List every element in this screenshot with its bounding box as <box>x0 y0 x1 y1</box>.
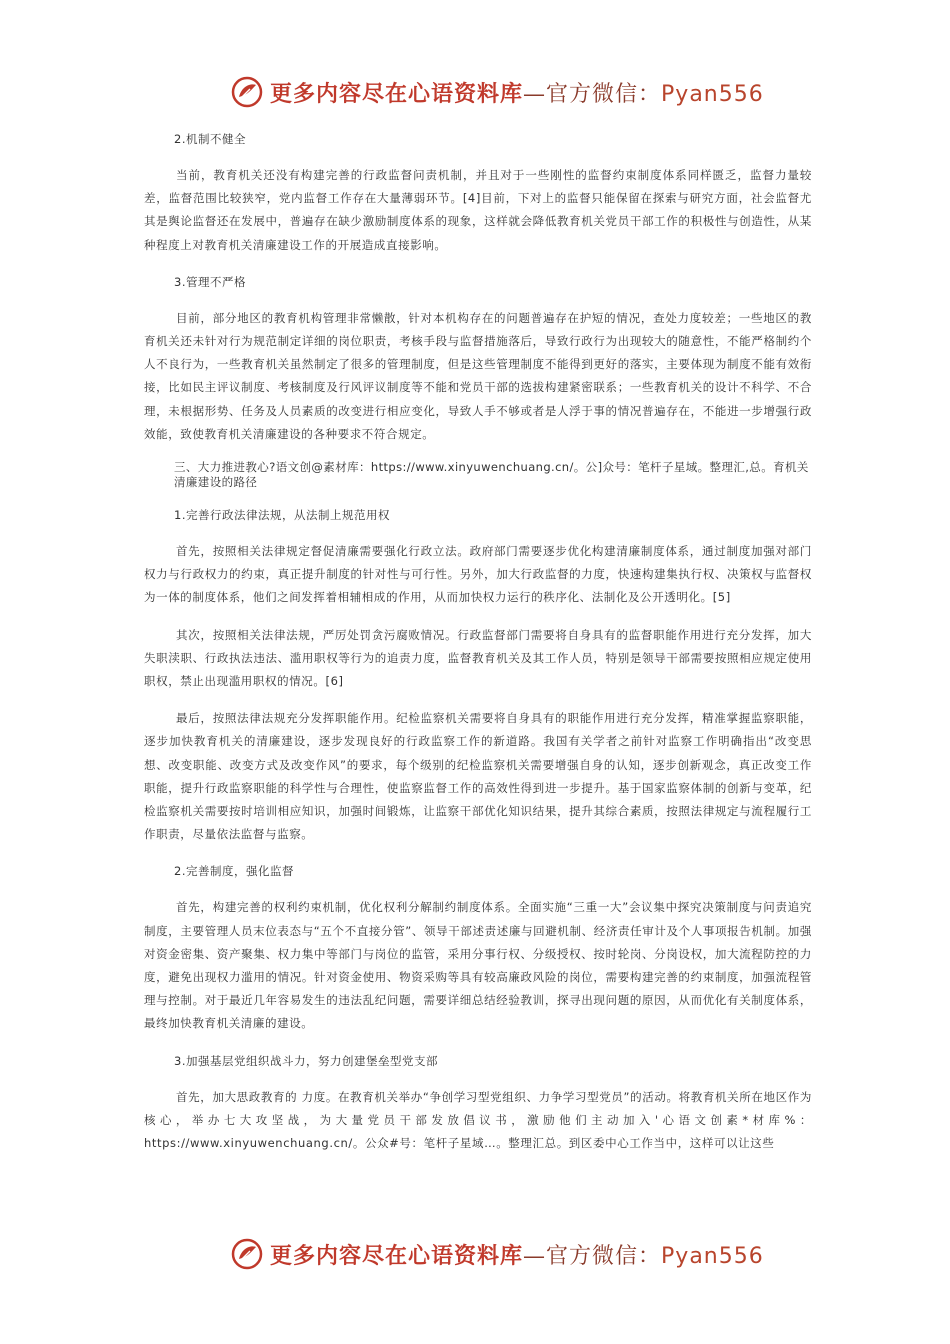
heading-system: 2.完善制度，强化监督 <box>174 864 294 879</box>
bottom-watermark-banner <box>230 1234 764 1274</box>
paragraph: 首先，加大思政教育的 力度。在教育机关举办“争创学习型党组织、力争学习型党员”的活动。将教育机关所在地区作为核心，举办七大攻坚战，为大量党员干部发放倡议书，激励他们主动加入'心语文创素*材库%：https://www.xinyuwenchuang.cn/。公众#号：笔杆子星域…。整理汇总。到区委中心工作当中，这样可以让这些 <box>144 1089 812 1151</box>
paragraph: 首先，按照相关法律规定督促清廉需要强化行政立法。政府部门需要逐步优化构建清廉制度体系，通过制度加强对部门权力与行政权力的约束，真正提升制度的针对性与可行性。另外，加大行政监督的力度，快速构建集执行权、决策权与监督权为一体的制度体系，他们之间发挥着相辅相成的作用，从而加快权力运行的秩序化、法制化及公开透明化。[5] <box>144 544 812 605</box>
banner-part2: —官方微信： <box>523 1243 662 1269</box>
heading-party: 3.加强基层党组织战斗力，努力创建堡垒型党支部 <box>174 1053 438 1068</box>
paragraph: 最后，按照法律法规充分发挥职能作用。纪检监察机关需要将自身具有的职能作用进行充分发挥，精准掌握监察职能，逐步加快教育机关的清廉建设，逐步发现良好的行政监察工作的新道路。我国有关学者之前针对监察工作明确指出“改变思想、改变职能、改变方式及改变作风”的要求，每个级别的纪检监察机关需要增强自身的认知，逐步创新观念，真正改变工作职能，提升行政监察职能的科学性与合理性，使监察监督工作的高效性得到进一步提升。基于国家监察体制的创新与变革，纪检监察机关需要按时培训相应知识，加强时间锻炼，让监察干部优化知识结果，提升其综合素质，按照法律规定与流程履行工作职责，尽量依法监督与监察。 <box>144 711 812 842</box>
heading-mechanism: 2.机制不健全 <box>174 132 246 146</box>
heading-law: 1.完善行政法律法规，从法制上规范用权 <box>174 508 390 523</box>
banner-part2: —官方微信： <box>523 81 662 107</box>
paragraph: 目前，部分地区的教育机构管理非常懒散，针对本机构存在的问题普遍存在护短的情况，查处力度较差；一些地区的教育机关还未针对行为规范制定详细的岗位职责，考核手段与监督措施落后，导致行政行为出现较大的随意性，不能严格制约个人不良行为，一些教育机关虽然制定了很多的管理制度，但是这些管理制度不能得到更好的落实，主要体现为制度不能有效衔接，比如民主评议制度、考核制度及行风评议制度等不能和党员干部的选拔构建紧密联系；一些教育机关的设计不科学、不合理，未根据形势、任务及人员素质的改变进行相应变化，导致人手不够或者是人浮于事的情况普遍存在，不能进一步增强行政效能，致使教育机关清廉建设的各种要求不符合规定。 <box>144 310 812 441</box>
banner-part1: 更多内容尽在心语资料库 <box>270 80 524 107</box>
banner-text <box>270 77 764 108</box>
banner-part3: Pyan556 <box>661 81 764 107</box>
paragraph: 首先，构建完善的权利约束机制，优化权利分解制约制度体系。全面实施“三重一大”会议集中探究决策制度与问责追究制度，主要管理人员末位表态与“五个不直接分管”、领导干部述责述廉与回避机制、经济责任审计及个人事项报告机制。加强对资金密集、资产聚集、权力集中等部门与岗位的监管，采用分事行权、分级授权、按时轮岗、分岗设权，加大流程防控的力度，避免出现权力滥用的情况。针对资金使用、物资采购等具有较高廉政风险的岗位，需要构建完善的约束制度，加强流程管理与控制。对于最近几年容易发生的违法乱纪问题，需要详细总结经验教训，探寻出现问题的原因，从而优化有关制度体系，最终加快教育机关清廉的建设。 <box>144 900 812 1031</box>
banner-part3: Pyan556 <box>661 1243 764 1269</box>
section-heading-three: 三、大力推进教心?语文创@素材库：https://www.xinyuwenchuang.cn/。公]众号：笔杆子星域。整理汇,总。育机关清廉建设的路径 <box>174 460 809 490</box>
paragraph: 当前，教育机关还没有构建完善的行政监督问责机制，并且对于一些刚性的监督约束制度体系同样匮乏，监督力量较差，监督范围比较狭窄，党内监督工作存在大量薄弱环节。[4]目前，下对上的监督只能保留在探索与研究方面，社会监督尤其是舆论监督还在发展中，普遍存在缺少激励制度体系的现象，这样就会降低教育机关党员干部工作的积极性与创造性，从某种程度上对教育机关清廉建设工作的开展造成直接影响。 <box>144 168 812 252</box>
leaf-logo-icon <box>230 75 264 109</box>
leaf-logo-icon <box>230 1237 264 1271</box>
heading-management: 3.管理不严格 <box>174 274 246 289</box>
banner-part1: 更多内容尽在心语资料库 <box>270 1242 524 1269</box>
document-body <box>144 128 812 1169</box>
top-watermark-banner <box>230 72 764 112</box>
paragraph: 其次，按照相关法律法规，严厉处罚贪污腐败情况。行政监督部门需要将自身具有的监督职能作用进行充分发挥，加大失职渎职、行政执法违法、滥用职权等行为的追责力度，监督教育机关及其工作人员，特别是领导干部需要按照相应规定使用职权，禁止出现滥用职权的情况。[6] <box>144 627 812 689</box>
banner-text <box>270 1239 764 1270</box>
